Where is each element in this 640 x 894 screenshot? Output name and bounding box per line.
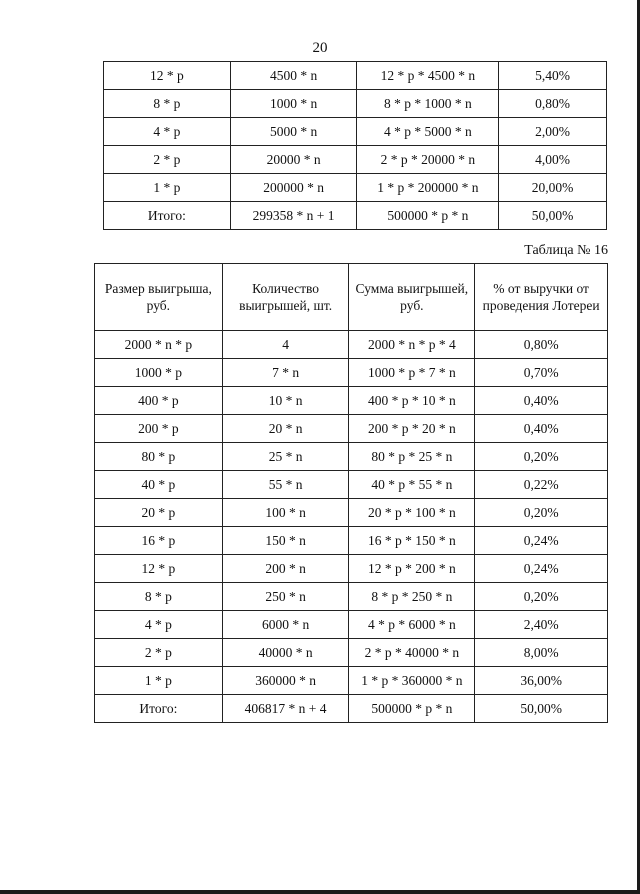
cell-prize-count: 20000 * n bbox=[230, 146, 357, 174]
table-row bbox=[95, 359, 608, 387]
cell-prize-sum: 40 * р * 55 * n bbox=[349, 471, 475, 499]
cell-revenue-percent: 0,70% bbox=[475, 359, 608, 387]
table-row bbox=[95, 443, 608, 471]
cell-prize-count: 250 * n bbox=[222, 583, 349, 611]
cell-prize-sum: 80 * р * 25 * n bbox=[349, 443, 475, 471]
cell-prize-size: 80 * р bbox=[95, 443, 223, 471]
cell-prize-count: 406817 * n + 4 bbox=[222, 695, 349, 723]
cell-prize-size: 40 * р bbox=[95, 471, 223, 499]
cell-prize-count: 200000 * n bbox=[230, 174, 357, 202]
cell-prize-count: 10 * n bbox=[222, 387, 349, 415]
cell-prize-sum: 2000 * n * р * 4 bbox=[349, 331, 475, 359]
cell-prize-size: Итого: bbox=[95, 695, 223, 723]
table-row bbox=[95, 555, 608, 583]
cell-prize-count: 1000 * n bbox=[230, 90, 357, 118]
cell-prize-sum: 8 * р * 250 * n bbox=[349, 583, 475, 611]
table-16-body bbox=[95, 331, 608, 723]
cell-revenue-percent: 0,24% bbox=[475, 527, 608, 555]
cell-prize-sum: 16 * р * 150 * n bbox=[349, 527, 475, 555]
table-row bbox=[104, 174, 607, 202]
cell-prize-size: 4 * р bbox=[95, 611, 223, 639]
cell-revenue-percent: 50,00% bbox=[499, 202, 607, 230]
cell-prize-count: 200 * n bbox=[222, 555, 349, 583]
cell-prize-size: 12 * р bbox=[95, 555, 223, 583]
cell-prize-count: 150 * n bbox=[222, 527, 349, 555]
table-row bbox=[95, 527, 608, 555]
cell-prize-sum: 1000 * р * 7 * n bbox=[349, 359, 475, 387]
cell-prize-size: 16 * р bbox=[95, 527, 223, 555]
cell-prize-count: 55 * n bbox=[222, 471, 349, 499]
cell-prize-size: 1000 * р bbox=[95, 359, 223, 387]
cell-prize-sum: 2 * р * 40000 * n bbox=[349, 639, 475, 667]
cell-prize-count: 7 * n bbox=[222, 359, 349, 387]
cell-prize-sum: 4 * р * 5000 * n bbox=[357, 118, 499, 146]
cell-prize-sum: 4 * р * 6000 * n bbox=[349, 611, 475, 639]
cell-prize-size: 12 * р bbox=[104, 62, 231, 90]
cell-prize-count: 4 bbox=[222, 331, 349, 359]
cell-revenue-percent: 0,20% bbox=[475, 583, 608, 611]
cell-prize-sum: 200 * р * 20 * n bbox=[349, 415, 475, 443]
table-row bbox=[104, 146, 607, 174]
cell-prize-size: 400 * р bbox=[95, 387, 223, 415]
cell-prize-sum: 1 * р * 200000 * n bbox=[357, 174, 499, 202]
cell-revenue-percent: 0,22% bbox=[475, 471, 608, 499]
header-prize-size: Размер выигрыша, руб. bbox=[95, 264, 223, 331]
cell-revenue-percent: 0,80% bbox=[499, 90, 607, 118]
cell-prize-sum: 8 * р * 1000 * n bbox=[357, 90, 499, 118]
cell-prize-size: 8 * р bbox=[95, 583, 223, 611]
scan-border-bottom bbox=[0, 890, 640, 894]
cell-revenue-percent: 36,00% bbox=[475, 667, 608, 695]
table-row bbox=[95, 471, 608, 499]
cell-prize-size: 2 * р bbox=[95, 639, 223, 667]
table-row bbox=[95, 387, 608, 415]
cell-revenue-percent: 0,40% bbox=[475, 387, 608, 415]
cell-revenue-percent: 8,00% bbox=[475, 639, 608, 667]
cell-revenue-percent: 4,00% bbox=[499, 146, 607, 174]
table-row bbox=[95, 639, 608, 667]
cell-prize-size: 1 * р bbox=[104, 174, 231, 202]
cell-revenue-percent: 0,20% bbox=[475, 499, 608, 527]
table-row bbox=[95, 583, 608, 611]
table-row bbox=[95, 331, 608, 359]
cell-prize-size: Итого: bbox=[104, 202, 231, 230]
header-revenue-percent: % от выручки от проведения Лотереи bbox=[475, 264, 608, 331]
table-16-header-row bbox=[95, 264, 608, 331]
cell-prize-count: 360000 * n bbox=[222, 667, 349, 695]
cell-prize-count: 6000 * n bbox=[222, 611, 349, 639]
cell-revenue-percent: 0,80% bbox=[475, 331, 608, 359]
header-prize-count: Количество выигрышей, шт. bbox=[222, 264, 349, 331]
cell-prize-size: 8 * р bbox=[104, 90, 231, 118]
table-row bbox=[95, 695, 608, 723]
cell-revenue-percent: 0,20% bbox=[475, 443, 608, 471]
cell-prize-count: 4500 * n bbox=[230, 62, 357, 90]
table-row bbox=[95, 415, 608, 443]
cell-prize-sum: 500000 * р * n bbox=[349, 695, 475, 723]
cell-prize-sum: 20 * р * 100 * n bbox=[349, 499, 475, 527]
table-16-caption: Таблица № 16 bbox=[524, 243, 608, 258]
table-row bbox=[104, 90, 607, 118]
cell-revenue-percent: 2,40% bbox=[475, 611, 608, 639]
cell-prize-size: 2 * р bbox=[104, 146, 231, 174]
table-row bbox=[95, 667, 608, 695]
cell-prize-size: 1 * р bbox=[95, 667, 223, 695]
cell-prize-sum: 12 * р * 4500 * n bbox=[357, 62, 499, 90]
table-row bbox=[95, 499, 608, 527]
table-15-body bbox=[104, 62, 607, 230]
table-row bbox=[104, 202, 607, 230]
cell-prize-sum: 400 * р * 10 * n bbox=[349, 387, 475, 415]
cell-revenue-percent: 0,40% bbox=[475, 415, 608, 443]
cell-prize-sum: 12 * р * 200 * n bbox=[349, 555, 475, 583]
table-16 bbox=[94, 263, 608, 723]
table-row bbox=[104, 118, 607, 146]
cell-prize-size: 2000 * n * р bbox=[95, 331, 223, 359]
cell-prize-sum: 2 * р * 20000 * n bbox=[357, 146, 499, 174]
page-number: 20 bbox=[312, 40, 328, 56]
header-prize-sum: Сумма выигрышей, руб. bbox=[349, 264, 475, 331]
cell-prize-sum: 1 * р * 360000 * n bbox=[349, 667, 475, 695]
cell-prize-sum: 500000 * р * n bbox=[357, 202, 499, 230]
table-row bbox=[104, 62, 607, 90]
cell-revenue-percent: 2,00% bbox=[499, 118, 607, 146]
cell-prize-count: 100 * n bbox=[222, 499, 349, 527]
table-15-continuation bbox=[103, 61, 607, 230]
cell-revenue-percent: 5,40% bbox=[499, 62, 607, 90]
cell-prize-count: 25 * n bbox=[222, 443, 349, 471]
table-row bbox=[95, 611, 608, 639]
cell-prize-count: 20 * n bbox=[222, 415, 349, 443]
cell-prize-count: 40000 * n bbox=[222, 639, 349, 667]
cell-prize-size: 20 * р bbox=[95, 499, 223, 527]
cell-revenue-percent: 20,00% bbox=[499, 174, 607, 202]
cell-prize-size: 4 * р bbox=[104, 118, 231, 146]
cell-prize-count: 299358 * n + 1 bbox=[230, 202, 357, 230]
cell-prize-count: 5000 * n bbox=[230, 118, 357, 146]
cell-prize-size: 200 * р bbox=[95, 415, 223, 443]
cell-revenue-percent: 50,00% bbox=[475, 695, 608, 723]
cell-revenue-percent: 0,24% bbox=[475, 555, 608, 583]
